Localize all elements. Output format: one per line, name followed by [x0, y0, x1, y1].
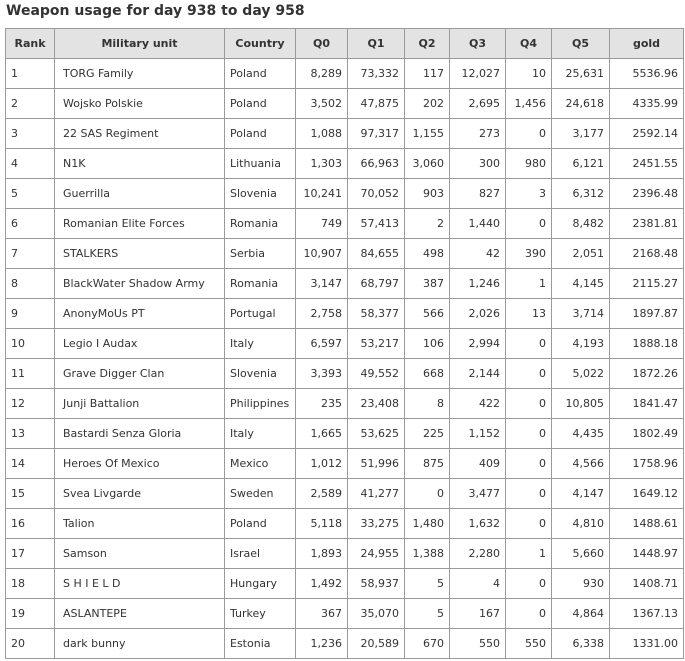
cell-q2: 2: [405, 209, 450, 239]
cell-q2: 117: [405, 59, 450, 89]
cell-q2: 5: [405, 599, 450, 629]
cell-country: Philippines: [225, 389, 296, 419]
cell-country: Poland: [225, 59, 296, 89]
cell-q2: 387: [405, 269, 450, 299]
cell-military-unit: Legio I Audax: [55, 329, 225, 359]
cell-q2: 5: [405, 569, 450, 599]
column-header-rank: Rank: [6, 29, 55, 59]
cell-q4: 0: [506, 569, 552, 599]
cell-q2: 875: [405, 449, 450, 479]
cell-gold: 1408.71: [610, 569, 684, 599]
cell-q5: 24,618: [552, 89, 610, 119]
table-row: [6, 269, 684, 299]
cell-q0: 2,758: [296, 299, 348, 329]
table-row: [6, 539, 684, 569]
cell-country: Mexico: [225, 449, 296, 479]
cell-q0: 367: [296, 599, 348, 629]
cell-q0: 1,012: [296, 449, 348, 479]
cell-q1: 20,589: [348, 629, 405, 659]
cell-q4: 0: [506, 329, 552, 359]
cell-q0: 3,393: [296, 359, 348, 389]
cell-q1: 73,332: [348, 59, 405, 89]
cell-country: Estonia: [225, 629, 296, 659]
cell-military-unit: TORG Family: [55, 59, 225, 89]
table-row: [6, 89, 684, 119]
cell-q2: 1,480: [405, 509, 450, 539]
cell-country: Turkey: [225, 599, 296, 629]
cell-q1: 68,797: [348, 269, 405, 299]
cell-rank: 13: [6, 419, 55, 449]
cell-q5: 5,022: [552, 359, 610, 389]
table-row: [6, 149, 684, 179]
cell-rank: 2: [6, 89, 55, 119]
cell-q0: 1,893: [296, 539, 348, 569]
cell-q2: 3,060: [405, 149, 450, 179]
cell-military-unit: Heroes Of Mexico: [55, 449, 225, 479]
page-title: Weapon usage for day 938 to day 958: [6, 3, 305, 19]
cell-q4: 550: [506, 629, 552, 659]
cell-q3: 2,144: [450, 359, 506, 389]
cell-q3: 1,246: [450, 269, 506, 299]
cell-gold: 2115.27: [610, 269, 684, 299]
cell-q0: 8,289: [296, 59, 348, 89]
cell-q5: 4,193: [552, 329, 610, 359]
cell-military-unit: Romanian Elite Forces: [55, 209, 225, 239]
cell-military-unit: Talion: [55, 509, 225, 539]
cell-q2: 668: [405, 359, 450, 389]
cell-military-unit: Bastardi Senza Gloria: [55, 419, 225, 449]
cell-q1: 66,963: [348, 149, 405, 179]
cell-q3: 300: [450, 149, 506, 179]
cell-rank: 15: [6, 479, 55, 509]
cell-q5: 25,631: [552, 59, 610, 89]
cell-q4: 0: [506, 509, 552, 539]
cell-rank: 5: [6, 179, 55, 209]
cell-q2: 566: [405, 299, 450, 329]
cell-gold: 1488.61: [610, 509, 684, 539]
cell-military-unit: Wojsko Polskie: [55, 89, 225, 119]
cell-q2: 1,388: [405, 539, 450, 569]
cell-q0: 1,492: [296, 569, 348, 599]
cell-country: Serbia: [225, 239, 296, 269]
cell-rank: 20: [6, 629, 55, 659]
cell-country: Slovenia: [225, 179, 296, 209]
cell-rank: 11: [6, 359, 55, 389]
cell-q4: 0: [506, 419, 552, 449]
cell-gold: 1448.97: [610, 539, 684, 569]
cell-country: Sweden: [225, 479, 296, 509]
cell-gold: 2592.14: [610, 119, 684, 149]
cell-q4: 3: [506, 179, 552, 209]
cell-military-unit: Guerrilla: [55, 179, 225, 209]
cell-q1: 33,275: [348, 509, 405, 539]
cell-country: Italy: [225, 329, 296, 359]
cell-q0: 3,147: [296, 269, 348, 299]
table-row: [6, 629, 684, 659]
cell-q3: 550: [450, 629, 506, 659]
cell-gold: 5536.96: [610, 59, 684, 89]
cell-q4: 0: [506, 389, 552, 419]
table-row: [6, 239, 684, 269]
cell-q2: 0: [405, 479, 450, 509]
cell-gold: 1897.87: [610, 299, 684, 329]
cell-country: Portugal: [225, 299, 296, 329]
cell-q3: 2,280: [450, 539, 506, 569]
cell-q1: 47,875: [348, 89, 405, 119]
cell-country: Poland: [225, 509, 296, 539]
cell-country: Romania: [225, 269, 296, 299]
cell-military-unit: BlackWater Shadow Army: [55, 269, 225, 299]
table-row: [6, 329, 684, 359]
table-row: [6, 119, 684, 149]
cell-q3: 2,994: [450, 329, 506, 359]
cell-rank: 8: [6, 269, 55, 299]
cell-rank: 1: [6, 59, 55, 89]
cell-q3: 167: [450, 599, 506, 629]
cell-q2: 225: [405, 419, 450, 449]
cell-rank: 4: [6, 149, 55, 179]
cell-q4: 0: [506, 479, 552, 509]
cell-q5: 8,482: [552, 209, 610, 239]
cell-gold: 1841.47: [610, 389, 684, 419]
cell-q3: 1,152: [450, 419, 506, 449]
cell-military-unit: STALKERS: [55, 239, 225, 269]
cell-q5: 4,147: [552, 479, 610, 509]
cell-q1: 58,937: [348, 569, 405, 599]
cell-military-unit: Junji Battalion: [55, 389, 225, 419]
cell-gold: 2396.48: [610, 179, 684, 209]
cell-military-unit: 22 SAS Regiment: [55, 119, 225, 149]
cell-q3: 422: [450, 389, 506, 419]
cell-military-unit: Samson: [55, 539, 225, 569]
cell-q1: 57,413: [348, 209, 405, 239]
cell-rank: 18: [6, 569, 55, 599]
table-row: [6, 209, 684, 239]
cell-q4: 1: [506, 539, 552, 569]
table-row: [6, 59, 684, 89]
cell-q5: 4,145: [552, 269, 610, 299]
table-row: [6, 599, 684, 629]
cell-q1: 53,217: [348, 329, 405, 359]
cell-q5: 3,714: [552, 299, 610, 329]
cell-q2: 498: [405, 239, 450, 269]
cell-q0: 10,907: [296, 239, 348, 269]
cell-q1: 84,655: [348, 239, 405, 269]
cell-q0: 749: [296, 209, 348, 239]
cell-q5: 6,312: [552, 179, 610, 209]
cell-q4: 0: [506, 599, 552, 629]
cell-q4: 0: [506, 119, 552, 149]
cell-q1: 53,625: [348, 419, 405, 449]
cell-gold: 1872.26: [610, 359, 684, 389]
cell-gold: 2381.81: [610, 209, 684, 239]
cell-rank: 6: [6, 209, 55, 239]
table-row: [6, 449, 684, 479]
cell-q1: 41,277: [348, 479, 405, 509]
cell-country: Slovenia: [225, 359, 296, 389]
cell-rank: 12: [6, 389, 55, 419]
cell-q3: 1,632: [450, 509, 506, 539]
cell-q4: 1,456: [506, 89, 552, 119]
column-header-q2: Q2: [405, 29, 450, 59]
column-header-q0: Q0: [296, 29, 348, 59]
cell-q0: 2,589: [296, 479, 348, 509]
cell-country: Romania: [225, 209, 296, 239]
cell-rank: 16: [6, 509, 55, 539]
cell-q3: 42: [450, 239, 506, 269]
cell-q4: 10: [506, 59, 552, 89]
cell-rank: 9: [6, 299, 55, 329]
weapon-usage-table: [5, 28, 684, 659]
cell-q5: 6,121: [552, 149, 610, 179]
cell-q0: 1,088: [296, 119, 348, 149]
column-header-q5: Q5: [552, 29, 610, 59]
cell-q2: 202: [405, 89, 450, 119]
cell-q3: 827: [450, 179, 506, 209]
cell-gold: 1367.13: [610, 599, 684, 629]
cell-q3: 2,695: [450, 89, 506, 119]
cell-q0: 235: [296, 389, 348, 419]
cell-q3: 4: [450, 569, 506, 599]
table-row: [6, 299, 684, 329]
cell-q5: 4,864: [552, 599, 610, 629]
cell-q1: 35,070: [348, 599, 405, 629]
cell-q2: 903: [405, 179, 450, 209]
cell-q3: 1,440: [450, 209, 506, 239]
cell-country: Poland: [225, 89, 296, 119]
cell-gold: 1331.00: [610, 629, 684, 659]
cell-q2: 106: [405, 329, 450, 359]
cell-military-unit: N1K: [55, 149, 225, 179]
cell-q3: 409: [450, 449, 506, 479]
cell-q2: 670: [405, 629, 450, 659]
cell-q1: 51,996: [348, 449, 405, 479]
cell-country: Italy: [225, 419, 296, 449]
cell-q0: 1,236: [296, 629, 348, 659]
cell-q1: 70,052: [348, 179, 405, 209]
cell-q0: 3,502: [296, 89, 348, 119]
cell-q5: 10,805: [552, 389, 610, 419]
cell-gold: 1758.96: [610, 449, 684, 479]
column-header-q3: Q3: [450, 29, 506, 59]
cell-q5: 6,338: [552, 629, 610, 659]
cell-country: Lithuania: [225, 149, 296, 179]
cell-q5: 4,566: [552, 449, 610, 479]
cell-q2: 8: [405, 389, 450, 419]
cell-q3: 3,477: [450, 479, 506, 509]
cell-q0: 6,597: [296, 329, 348, 359]
cell-q0: 1,665: [296, 419, 348, 449]
cell-q0: 10,241: [296, 179, 348, 209]
table-row: [6, 389, 684, 419]
cell-military-unit: Grave Digger Clan: [55, 359, 225, 389]
cell-military-unit: AnonyMoUs PT: [55, 299, 225, 329]
cell-q3: 273: [450, 119, 506, 149]
cell-country: Poland: [225, 119, 296, 149]
table-row: [6, 419, 684, 449]
cell-gold: 2451.55: [610, 149, 684, 179]
cell-rank: 19: [6, 599, 55, 629]
cell-rank: 17: [6, 539, 55, 569]
column-header-gold: gold: [610, 29, 684, 59]
column-header-q4: Q4: [506, 29, 552, 59]
cell-military-unit: Svea Livgarde: [55, 479, 225, 509]
cell-q4: 0: [506, 359, 552, 389]
cell-q1: 58,377: [348, 299, 405, 329]
cell-country: Israel: [225, 539, 296, 569]
cell-q1: 97,317: [348, 119, 405, 149]
cell-q1: 23,408: [348, 389, 405, 419]
cell-q5: 4,435: [552, 419, 610, 449]
cell-q2: 1,155: [405, 119, 450, 149]
cell-rank: 7: [6, 239, 55, 269]
cell-gold: 1649.12: [610, 479, 684, 509]
cell-q3: 12,027: [450, 59, 506, 89]
cell-rank: 10: [6, 329, 55, 359]
cell-q0: 1,303: [296, 149, 348, 179]
cell-q4: 390: [506, 239, 552, 269]
cell-q4: 0: [506, 209, 552, 239]
cell-q4: 13: [506, 299, 552, 329]
cell-q5: 4,810: [552, 509, 610, 539]
cell-gold: 2168.48: [610, 239, 684, 269]
table-row: [6, 569, 684, 599]
cell-rank: 14: [6, 449, 55, 479]
cell-gold: 1888.18: [610, 329, 684, 359]
cell-q1: 49,552: [348, 359, 405, 389]
cell-rank: 3: [6, 119, 55, 149]
cell-q3: 2,026: [450, 299, 506, 329]
cell-country: Hungary: [225, 569, 296, 599]
table-row: [6, 479, 684, 509]
table-row: [6, 509, 684, 539]
cell-military-unit: S H I E L D: [55, 569, 225, 599]
cell-military-unit: ASLANTEPE: [55, 599, 225, 629]
cell-q1: 24,955: [348, 539, 405, 569]
cell-q4: 0: [506, 449, 552, 479]
cell-q0: 5,118: [296, 509, 348, 539]
column-header-q1: Q1: [348, 29, 405, 59]
cell-q4: 1: [506, 269, 552, 299]
cell-q4: 980: [506, 149, 552, 179]
cell-q5: 930: [552, 569, 610, 599]
column-header-military-unit: Military unit: [55, 29, 225, 59]
table-row: [6, 359, 684, 389]
column-header-country: Country: [225, 29, 296, 59]
cell-gold: 1802.49: [610, 419, 684, 449]
cell-gold: 4335.99: [610, 89, 684, 119]
cell-q5: 3,177: [552, 119, 610, 149]
cell-military-unit: dark bunny: [55, 629, 225, 659]
cell-q5: 5,660: [552, 539, 610, 569]
cell-q5: 2,051: [552, 239, 610, 269]
table-row: [6, 179, 684, 209]
table-header-row: [6, 29, 684, 59]
